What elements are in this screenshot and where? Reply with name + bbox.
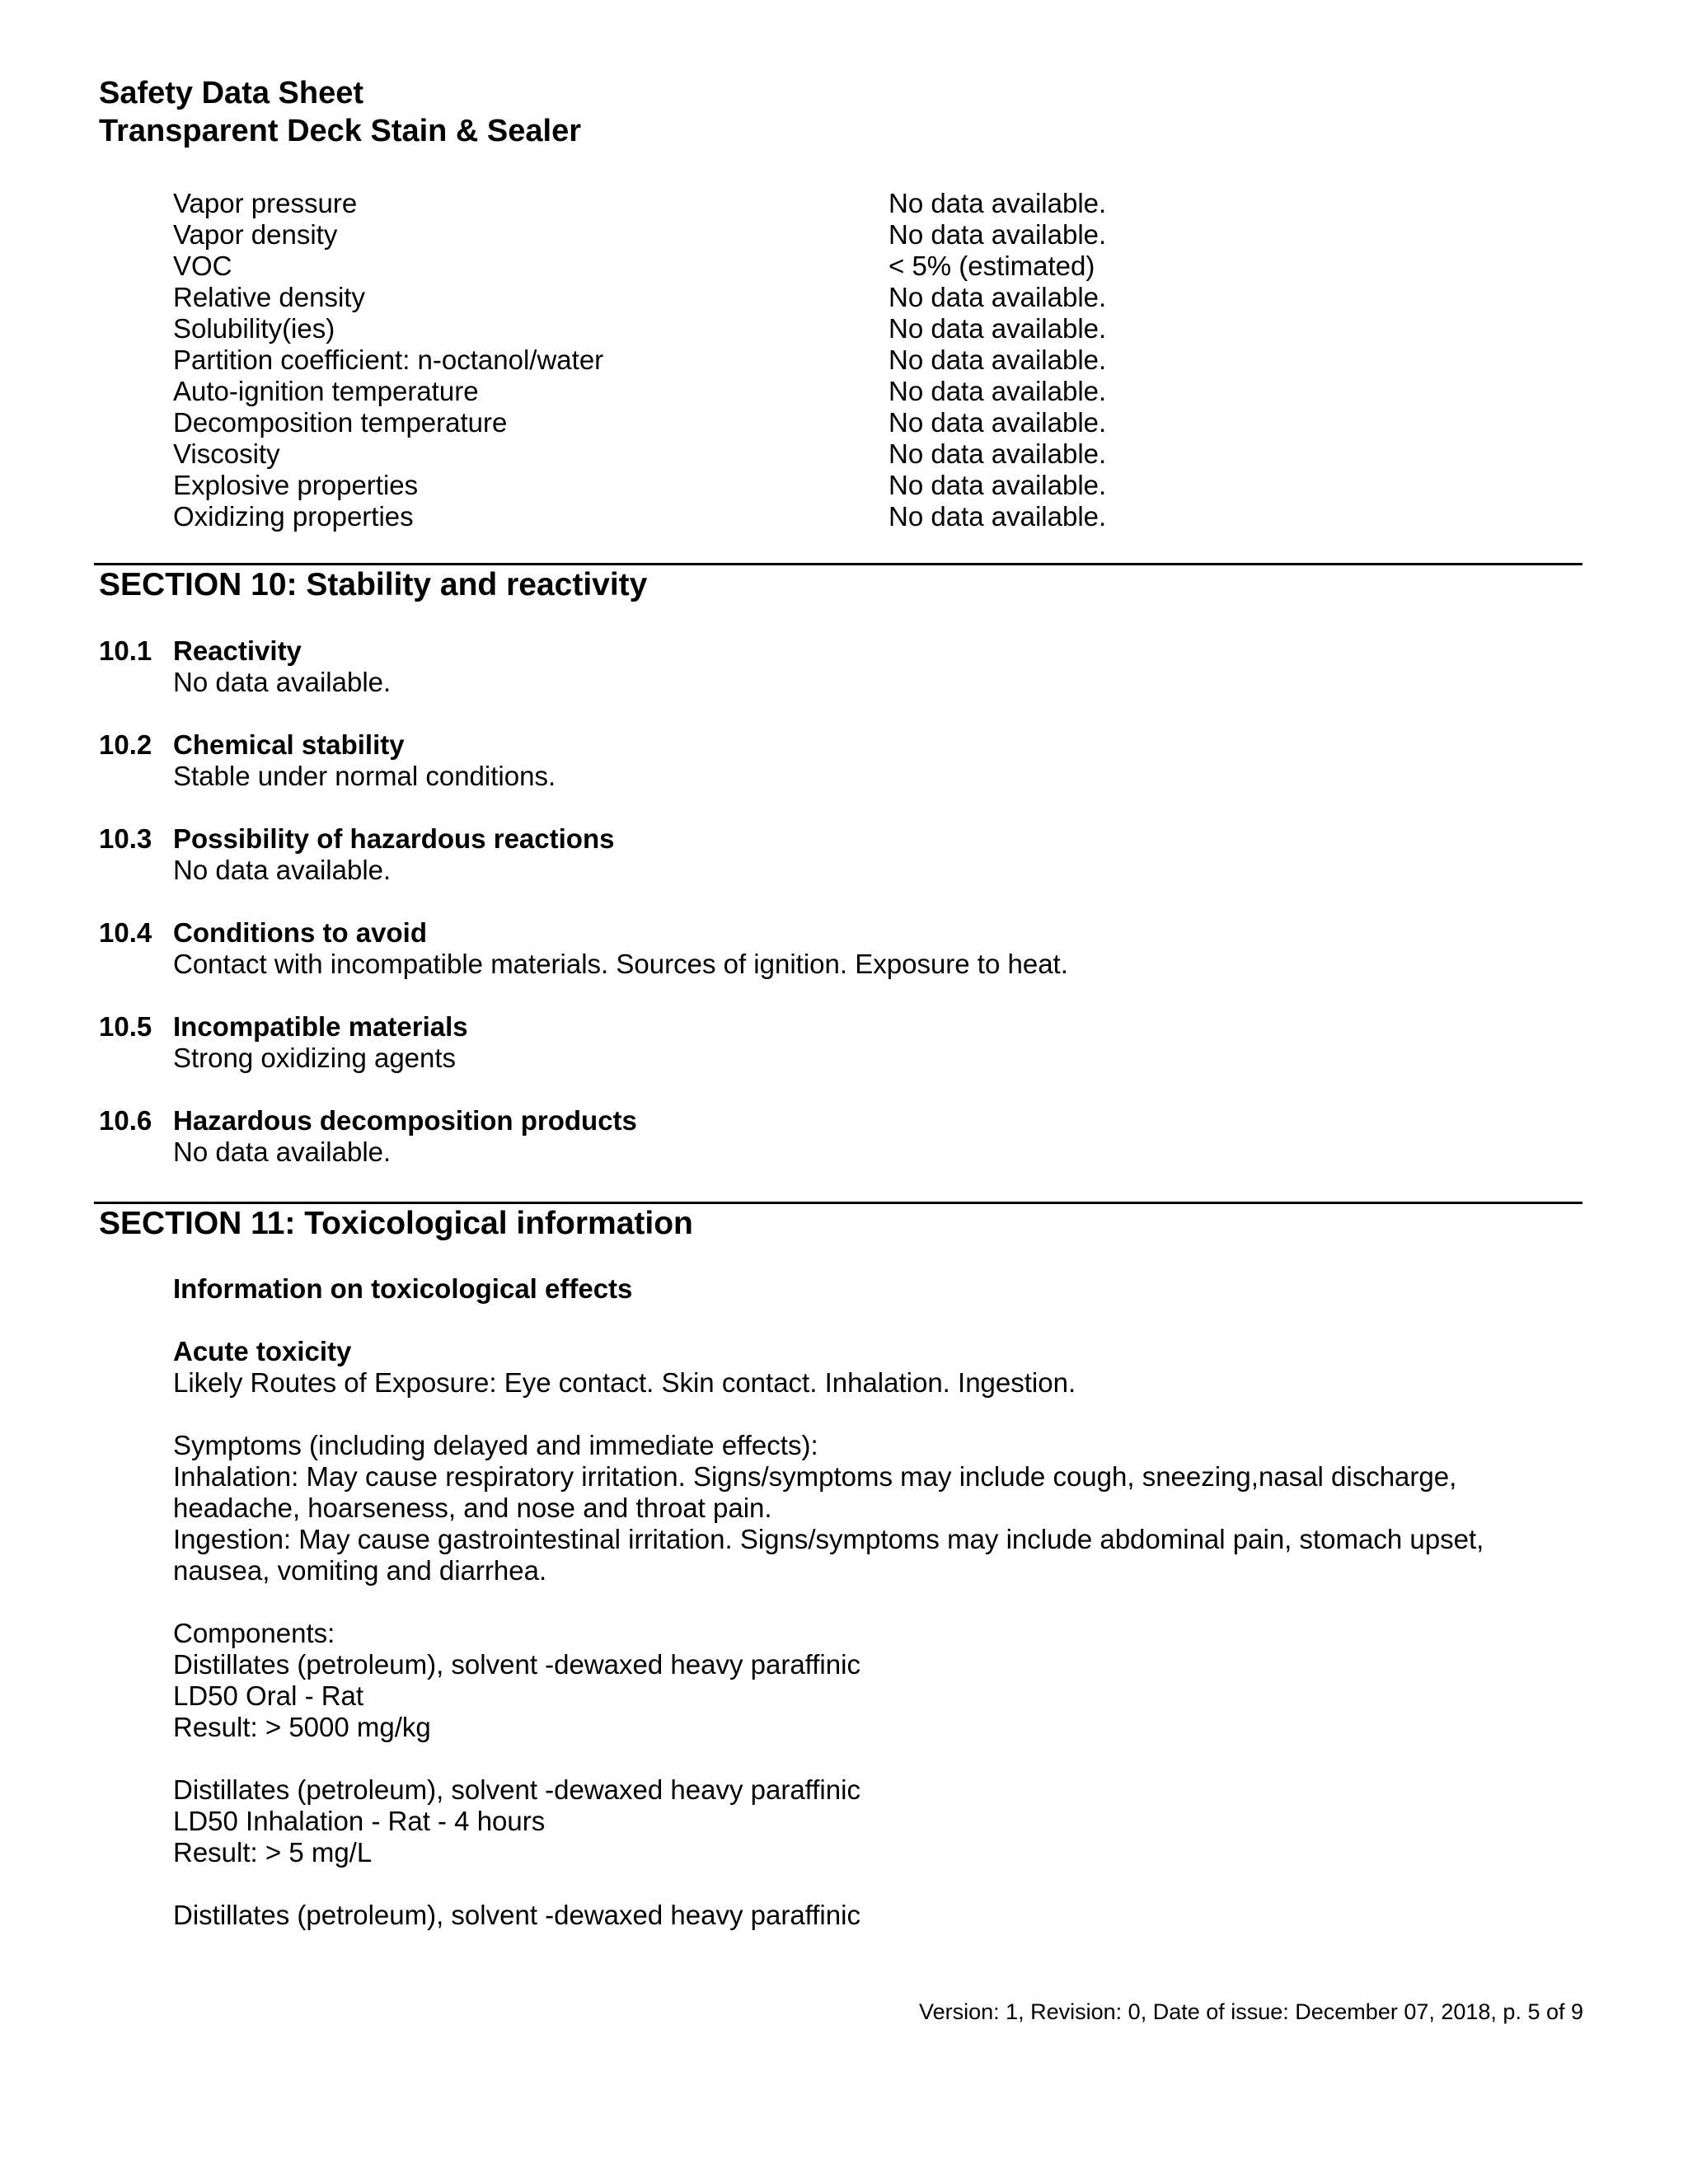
symptoms-line: nausea, vomiting and diarrhea. — [173, 1555, 547, 1586]
property-label: Solubility(ies) — [173, 313, 335, 344]
subsection-title: Conditions to avoid — [173, 917, 427, 948]
property-value: < 5% (estimated) — [889, 251, 1095, 281]
subsection-number: 10.1 — [99, 635, 152, 666]
document-title: Safety Data Sheet — [99, 76, 364, 110]
component-result: Result: > 5 mg/L — [173, 1837, 373, 1868]
component-name: Distillates (petroleum), solvent -dewaxed heavy paraffinic — [173, 1900, 860, 1930]
subsection-text: No data available. — [173, 667, 392, 697]
symptoms-line: Ingestion: May cause gastrointestinal irritation. Signs/symptoms may include abdominal pain, stomach upset, — [173, 1524, 1484, 1554]
property-value: No data available. — [889, 438, 1107, 469]
component-name: Distillates (petroleum), solvent -dewaxed heavy paraffinic — [173, 1649, 860, 1680]
component-test: LD50 Oral - Rat — [173, 1680, 364, 1711]
symptoms-line: headache, hoarseness, and nose and throat pain. — [173, 1493, 772, 1523]
property-label: Auto-ignition temperature — [173, 376, 479, 406]
info-heading: Information on toxicological effects — [173, 1273, 633, 1304]
subsection-number: 10.2 — [99, 729, 152, 760]
property-label: Explosive properties — [173, 470, 419, 500]
subsection-title: Incompatible materials — [173, 1011, 468, 1042]
subsection-number: 10.3 — [99, 823, 152, 854]
page-footer: Version: 1, Revision: 0, Date of issue: December 07, 2018, p. 5 of 9 — [919, 1999, 1583, 2024]
component-test: LD50 Inhalation - Rat - 4 hours — [173, 1806, 546, 1836]
exposure-routes: Likely Routes of Exposure: Eye contact. Skin contact. Inhalation. Ingestion. — [173, 1367, 1076, 1398]
section-11-title: SECTION 11: Toxicological information — [99, 1206, 693, 1241]
subsection-number: 10.4 — [99, 917, 152, 948]
symptoms-line: Inhalation: May cause respiratory irritation. Signs/symptoms may include cough, sneezing,nasal discharge, — [173, 1461, 1457, 1492]
property-value: No data available. — [889, 501, 1107, 532]
property-label: VOC — [173, 251, 232, 281]
subsection-text: Stable under normal conditions. — [173, 761, 556, 791]
property-label: Vapor density — [173, 219, 338, 250]
component-result: Result: > 5000 mg/kg — [173, 1712, 431, 1742]
property-value: No data available. — [889, 313, 1107, 344]
property-value: No data available. — [889, 219, 1107, 250]
section-divider — [94, 1202, 1582, 1204]
property-label: Vapor pressure — [173, 188, 358, 218]
subsection-number: 10.6 — [99, 1105, 152, 1136]
section-divider — [94, 563, 1582, 565]
property-value: No data available. — [889, 376, 1107, 406]
subsection-title: Chemical stability — [173, 729, 405, 760]
acute-toxicity-heading: Acute toxicity — [173, 1336, 352, 1366]
subsection-text: No data available. — [173, 1137, 392, 1167]
property-value: No data available. — [889, 407, 1107, 438]
property-label: Decomposition temperature — [173, 407, 508, 438]
subsection-number: 10.5 — [99, 1011, 152, 1042]
subsection-text: No data available. — [173, 855, 392, 885]
section-10-title: SECTION 10: Stability and reactivity — [99, 567, 648, 602]
property-value: No data available. — [889, 344, 1107, 375]
subsection-text: Contact with incompatible materials. Sources of ignition. Exposure to heat. — [173, 949, 1068, 979]
property-value: No data available. — [889, 188, 1107, 218]
property-label: Relative density — [173, 282, 365, 312]
component-name: Distillates (petroleum), solvent -dewaxed heavy paraffinic — [173, 1774, 860, 1805]
subsection-title: Hazardous decomposition products — [173, 1105, 637, 1136]
property-value: No data available. — [889, 282, 1107, 312]
components-label: Components: — [173, 1618, 335, 1648]
subsection-title: Possibility of hazardous reactions — [173, 823, 615, 854]
symptoms-line: Symptoms (including delayed and immediate effects): — [173, 1430, 818, 1460]
property-label: Oxidizing properties — [173, 501, 414, 532]
property-label: Partition coefficient: n-octanol/water — [173, 344, 604, 375]
subsection-title: Reactivity — [173, 635, 302, 666]
property-value: No data available. — [889, 470, 1107, 500]
property-label: Viscosity — [173, 438, 280, 469]
product-name: Transparent Deck Stain & Sealer — [99, 114, 582, 148]
subsection-text: Strong oxidizing agents — [173, 1043, 457, 1073]
